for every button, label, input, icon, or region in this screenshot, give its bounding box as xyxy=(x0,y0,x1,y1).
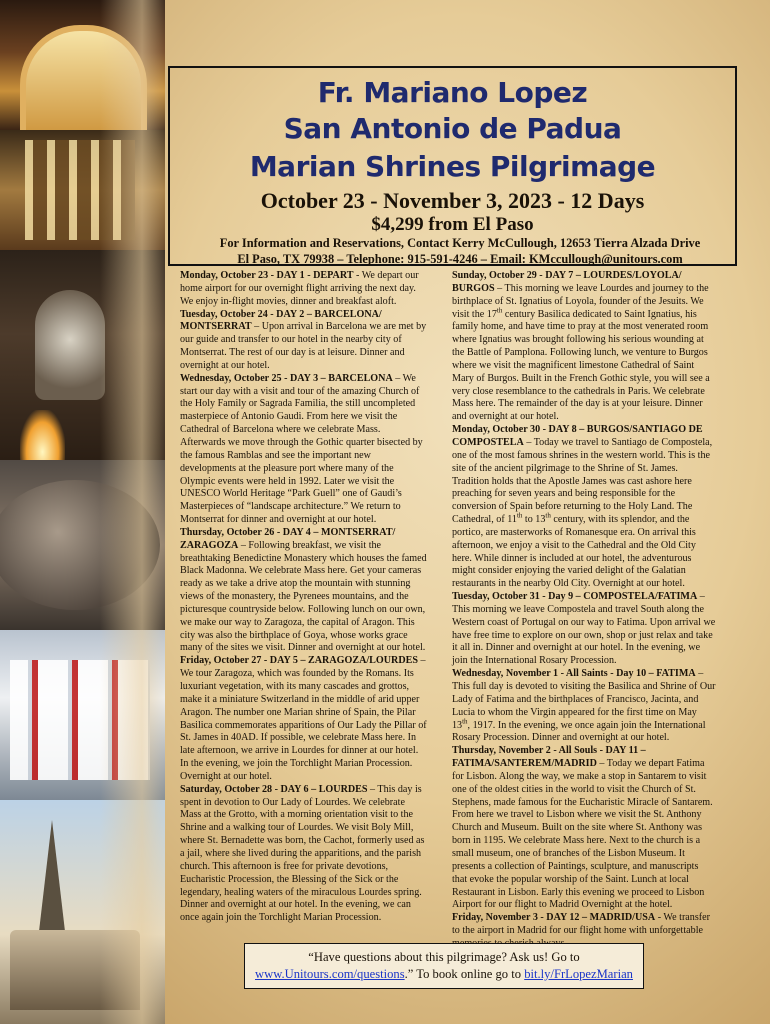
itinerary-day-1: Monday, October 23 - DAY 1 - DEPART - We depart our home airport for our overnight flight arriving the next day. We enjoy in-flight movies, dinner and breakfast aloft. xyxy=(180,270,419,307)
itinerary-day-10: Wednesday, November 1 - All Saints - Day 10 – FATIMA – This full day is devoted to visiting the Basilica and Shrine of Our Lady of Fatima and the birthplaces of Francisco, Jacinta, and Lucia to whom the Virgin appeared for the first time on May 13th, 1917. In the evening, we once again join the International Rosary Procession. Dinner and overnight at our hotel. xyxy=(452,668,716,744)
parish-title: San Antonio de Padua xyxy=(283,112,622,145)
pilgrimage-title: Marian Shrines Pilgrimage xyxy=(249,150,656,183)
itinerary-day-8: Monday, October 30 - DAY 8 – BURGOS/SANTIAGO DE COMPOSTELA – Today we travel to Santiago de Compostela, one of the most famous shrines in the western world. This is the site of the ancient pilgrimage to the Shrine of St. James. Tradition holds that the Apostle James was cast ashore here preaching for seven years and being responsible for the conversion of Spain before returning to the Holy Land. The Cathedral, of 11th to 13th century, with its splendor, and the portico, are masterworks of Romanesque era. On arrival this afternoon, we enjoy a visit to the Cathedral and the Old City here. While dinner is included at our hotel, the adventurous might consider enjoying the varied delight of the Galatian restaurants in the nearby Old City. Overnight at our hotel. xyxy=(452,424,713,590)
contact-line-2: El Paso, TX 79938 – Telephone: 915-591-4246 – Email: KMccullough@unitours.com xyxy=(237,252,683,266)
shrine-photo-collage xyxy=(0,0,165,1024)
itinerary-day-9: Tuesday, October 31 - Day 9 – COMPOSTELA/FATIMA – This morning we leave Compostela and travel South along the Western coast of Portugal on our way to Fatima. Upon arrival we have free time to explore on our own, shop or just relax and take it all in. Dinner and overnight at our hotel. In the evening, we join the International Rosary Procession. xyxy=(452,591,716,667)
itinerary-day-2: Tuesday, October 24 - DAY 2 – BARCELONA/ MONTSERRAT – Upon arrival in Barcelona we are met by our guide and transfer to our hotel in the nearby city of Montserrat. The rest of our day is at leisure. Dinner and overnight at our hotel. xyxy=(180,308,427,371)
itinerary-day-11: Thursday, November 2 - All Souls - DAY 11 – FATIMA/SANTEREM/MADRID – Today we depart Fatima for Lisbon. Along the way, we make a stop in Santarem to visit one of the oldest cities in the world to visit the Church of St. Stephens, made famous for the Eucharistic Miracle of Santarem. From here we travel to Lisbon where we visit the St. Anthony Church and Museum. Built on the site where St. Anthony was born in 1195. We celebrate Mass here. Next to the church is a small museum, one of branches of the Lisbon Museum. It presents a collection of Paintings, sculpture, and manuscripts that evoke the popular worship of the Saint. Lunch at local Restaurant in Lisbon. Early this evening we proceed to Lisbon Airport for our flight to Madrid Overnight at the hotel. xyxy=(452,745,713,911)
itinerary-day-5: Friday, October 27 - DAY 5 – ZARAGOZA/LOURDES – We tour Zaragoza, which was founded by the Romans. Its luxuriant vegetation, with its many cascades and grottos, make it a miniature Switzerland in the middle of arid upper Aragon. The number one Marian shrine of Spain, the Pilar Basilica commemorates apparitions of Our Lady the Pillar of St. James in 40AD. If possible, we celebrate Mass here. In late afternoon, we arrive in Lourdes for dinner at our hotel. In the evening, we join the Torchlight Marian Procession. Overnight at our hotel. xyxy=(180,655,427,782)
itinerary-day-4: Thursday, October 26 - DAY 4 – MONTSERRAT/ ZARAGOZA – Following breakfast, we visit the breathtaking Benedictine Monastery which houses the famed Black Madonna. We celebrate Mass here. Get your cameras ready as we take a drive atop the mountain with stunning views of the monastery, the Pyrenees mountains, and the picturesque countryside below. Following lunch on our own, we make our way to Zaragoza, the capital of Aragon. This city was also the birthplace of Goya, whose works grace many of the sites we visit. Dinner and overnight at our hotel. xyxy=(180,526,427,654)
contact-line-1: For Information and Reservations, Contact Kerry McCullough, 12653 Tierra Alzada Drive xyxy=(219,236,701,250)
itinerary-day-12: Friday, November 3 - DAY 12 – MADRID/USA - We transfer to the airport in Madrid for our flight home with unforgettable xyxy=(452,912,710,937)
footer-question-text: “Have questions about this pilgrimage? Ask us! Go to xyxy=(308,950,580,964)
questions-link[interactable]: www.Unitours.com/questions xyxy=(255,967,405,981)
itinerary-left-column xyxy=(180,270,427,925)
questions-footer-box xyxy=(244,943,644,989)
footer-booking-text: .” To book online go to xyxy=(404,967,522,981)
itinerary-right-column xyxy=(452,270,716,951)
trip-price: $4,299 from El Paso xyxy=(371,214,534,235)
itinerary-day-3: Wednesday, October 25 - DAY 3 – BARCELONA – We start our day with a visit and tour of the amazing Church of the Holy Family or Sagrada Familia, the still uncompleted masterpiece of Antonio Gaudi. From here we visit the Cathedral of Barcelona where we celebrate Mass. Afterwards we move through the Gothic quarter bisected by the famous Ramblas and see the important new developments at the pleasure port where many of the Olympic events were held in 1992. Later we visit the UNESCO World Heritage “Park Guell” one of Gaudi’s Masterpieces of “landscape architecture.” We return to Montserrat for dinner and overnight at our hotel. xyxy=(180,372,423,526)
priest-name-title: Fr. Mariano Lopez xyxy=(317,76,588,109)
itinerary-day-7: Sunday, October 29 - DAY 7 – LOURDES/LOYOLA/ BURGOS – This morning we leave Lourdes and journey to the birthplace of St. Ignatius of Loyola, founder of the Jesuits. We visit the 17th century Basilica dedicated to Saint Ignatius, his family home, and have time to pray at the most venerated room where Ignatius was brought following his serious wounding at the Battle of Pamplona. Following lunch, we venture to Burgos where we visit the magnificent limestone Cathedral of Saint Mary of Burgos. Built in the French Gothic style, you will see a very close resemblance to the cathedrals in Paris. We celebrate Mass here. The remainder of the day is at your leisure. Dinner and overnight at our hotel. xyxy=(452,270,710,423)
booking-link[interactable]: bit.ly/FrLopezMarian xyxy=(524,967,633,981)
itinerary-day-6: Saturday, October 28 - DAY 6 – LOURDES – This day is spent in devotion to Our Lady of Lourdes. We celebrate Mass at the Grotto, with a morning orientation visit to the Shrine and a walking tour of Lourdes. We visit Boly Mill, where St. Bernadette was born, the Cachot, formerly used as a jail, where she lived during the apparitions, and the parish church. This afternoon is free for private devotions, Eucharistic Procession, the Blessing of the Sick or the legendary, healing waters of the miraculous Lourdes spring. Dinner and overnight at our hotel. In the evening, we can once again join the Torchlight Marian Procession. xyxy=(180,783,425,924)
trip-dates: October 23 - November 3, 2023 - 12 Days xyxy=(260,188,645,213)
